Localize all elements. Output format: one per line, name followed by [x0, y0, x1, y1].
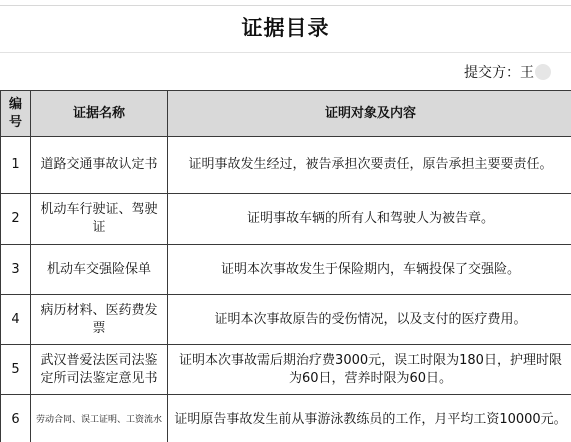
- table-row: [1, 194, 571, 245]
- row-evidence-name: 机动车交强险保单: [31, 245, 168, 295]
- row-evidence-content: 证明事故发生经过，被告承担次要责任，原告承担主要要责任。: [168, 137, 571, 194]
- row-number: 3: [1, 245, 31, 295]
- row-number: 6: [1, 395, 31, 442]
- table-row: [1, 137, 571, 194]
- document-title: 证据目录: [241, 15, 330, 40]
- row-number: 5: [1, 345, 31, 395]
- evidence-table: [0, 90, 571, 442]
- row-evidence-content: 证明本次事故发生于保险期内，车辆投保了交强险。: [168, 245, 571, 295]
- row-evidence-name: 机动车行驶证、驾驶证: [31, 194, 168, 245]
- row-evidence-name: 道路交通事故认定书: [31, 137, 168, 194]
- header-number: 编号: [1, 91, 31, 137]
- row-evidence-content: 证明本次事故原告的受伤情况，以及支付的医疗费用。: [168, 295, 571, 345]
- row-evidence-name: 劳动合同、误工证明、工资流水: [31, 395, 168, 442]
- submitter-line: [464, 62, 551, 84]
- header-content: 证明对象及内容: [168, 91, 571, 137]
- submitter-label: 提交方：王: [464, 65, 534, 81]
- row-number: 2: [1, 194, 31, 245]
- row-number: 1: [1, 137, 31, 194]
- table-header-row: [1, 91, 571, 137]
- title-divider: [0, 52, 571, 53]
- top-divider: [0, 5, 571, 6]
- table-row: [1, 395, 571, 442]
- row-evidence-content: 证明事故车辆的所有人和驾驶人为被告章。: [168, 194, 571, 245]
- table-row: [1, 295, 571, 345]
- header-name: 证据名称: [31, 91, 168, 137]
- table-row: [1, 345, 571, 395]
- redacted-mark: [535, 64, 551, 80]
- row-evidence-name: 病历材料、医药费发票: [31, 295, 168, 345]
- row-evidence-name: 武汉普爱法医司法鉴定所司法鉴定意见书: [31, 345, 168, 395]
- row-number: 4: [1, 295, 31, 345]
- row-evidence-content: 证明原告事故发生前从事游泳教练员的工作，月平均工资10000元。: [168, 395, 571, 442]
- row-evidence-content: 证明本次事故需后期治疗费3000元，误工时限为180日，护理时限为60日，营养时限为60日。: [168, 345, 571, 395]
- table-row: [1, 245, 571, 295]
